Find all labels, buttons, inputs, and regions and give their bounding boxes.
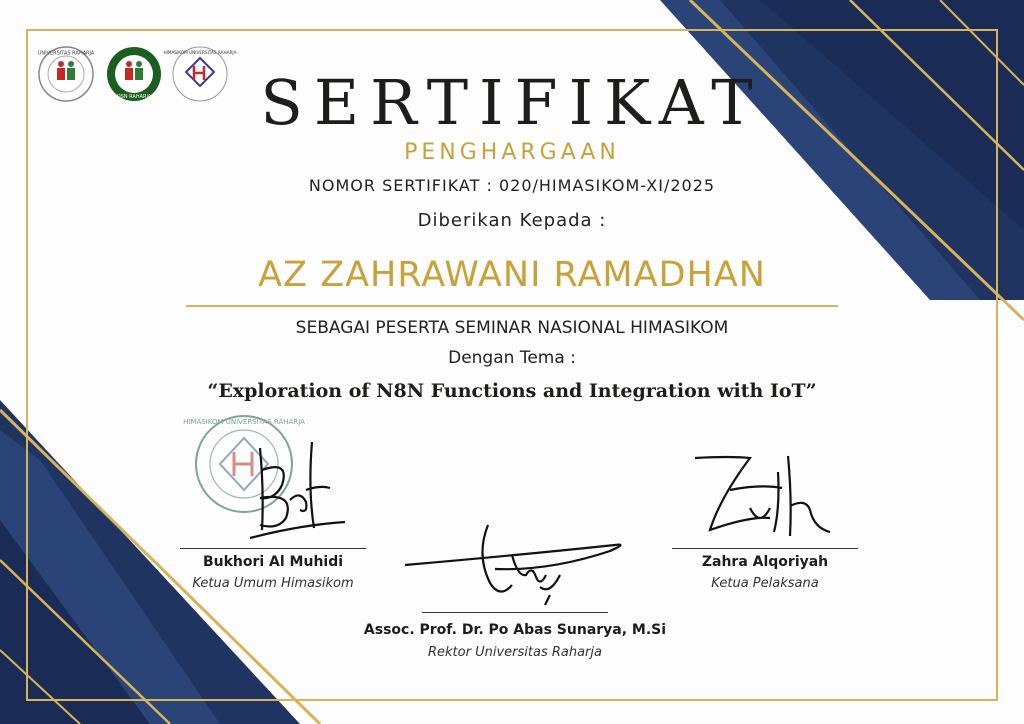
signatory-name-2: Assoc. Prof. Dr. Po Abas Sunarya, M.Si: [363, 622, 667, 638]
signature-line-3: [672, 548, 858, 549]
certificate-title: SERTIFIKAT: [260, 66, 764, 139]
svg-text:UNIVERSITAS RAHARJA: UNIVERSITAS RAHARJA: [37, 50, 95, 57]
signatory-name-1: Bukhori Al Muhidi: [202, 554, 344, 570]
signature-rektor: [400, 515, 630, 610]
given-to-label: Diberikan Kepada :: [417, 210, 607, 231]
signature-bukhori: [220, 430, 360, 545]
seminar-theme: “Exploration of N8N Functions and Integration with IoT”: [207, 380, 817, 402]
theme-label: Dengan Tema :: [448, 348, 576, 368]
signatory-name-3: Zahra Alqoriyah: [701, 554, 829, 570]
signature-line-2: [422, 612, 608, 613]
signatory-title-2: Rektor Universitas Raharja: [428, 645, 602, 660]
signature-zahra: [690, 448, 840, 548]
svg-text:HIMASIKOM UNIVERSITAS RAHARJA: HIMASIKOM UNIVERSITAS RAHARJA: [183, 418, 305, 426]
signatory-title-3: Ketua Pelaksana: [711, 576, 819, 591]
certificate-subtitle: PENGHARGAAN: [404, 140, 620, 165]
svg-text:HIMASIKOM UNIVERSITAS RAHARJA: HIMASIKOM UNIVERSITAS RAHARJA: [163, 50, 237, 55]
signatory-title-1: Ketua Umum Himasikom: [192, 576, 354, 591]
svg-text:OSN RAHARJA: OSN RAHARJA: [116, 94, 152, 100]
participant-role: SEBAGAI PESERTA SEMINAR NASIONAL HIMASIKOM: [295, 318, 729, 338]
recipient-name: AZ ZAHRAWANI RAMADHAN: [258, 255, 766, 295]
signature-line-1: [180, 548, 366, 549]
name-underline: [186, 305, 838, 307]
certificate-number: NOMOR SERTIFIKAT : 020/HIMASIKOM-XI/2025: [308, 176, 716, 195]
